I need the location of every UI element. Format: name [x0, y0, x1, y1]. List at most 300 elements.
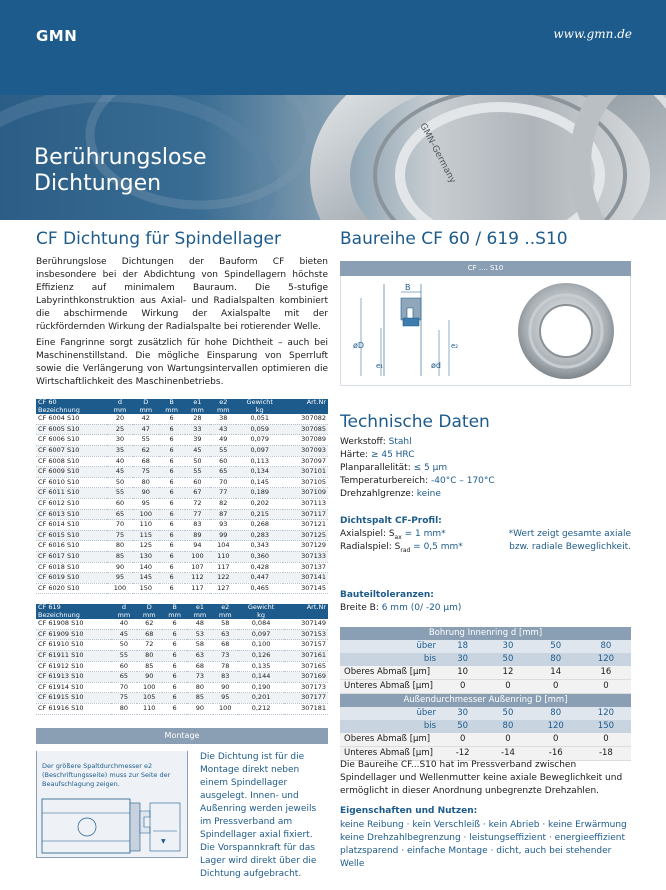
table-cell: 307121 [283, 520, 328, 531]
table-cell: 307173 [284, 682, 328, 693]
table-cell: 68 [187, 661, 212, 672]
table-cell: 6 [159, 456, 185, 467]
table-cell: 40 [111, 619, 136, 629]
column-header: B [162, 604, 187, 612]
width-label: Breite B: [340, 603, 382, 613]
table-cell: 307129 [283, 541, 328, 552]
table-cell: 90 [187, 703, 212, 714]
table-cell: 307101 [283, 467, 328, 478]
part-designation: CF 6009 S10 [36, 467, 107, 478]
table-cell: 0,144 [238, 672, 284, 683]
table-cell: 6 [159, 424, 185, 435]
table-cell: 115 [133, 530, 159, 541]
table-cell: 43 [210, 424, 236, 435]
tolerance-value: 0 [485, 733, 530, 747]
table-row [36, 693, 328, 704]
table-cell: 0,059 [236, 424, 283, 435]
part-designation: CF 6008 S10 [36, 456, 107, 467]
tolerance-value: 14 [531, 666, 581, 680]
tolerance-value: 0 [581, 733, 631, 747]
table-cell: 125 [133, 541, 159, 552]
table-row [36, 509, 328, 520]
table-cell: 307141 [283, 573, 328, 584]
tolerance-value: 30 [440, 653, 485, 666]
tolerance-label: Unteres Abmaß [µm] [340, 680, 440, 694]
column-header: B [159, 399, 185, 407]
table-cell: 6 [159, 445, 185, 456]
table-row [36, 520, 328, 531]
table-cell: 307113 [283, 498, 328, 509]
table-cell: 87 [210, 509, 236, 520]
table-row [36, 467, 328, 478]
column-header: Art.Nr [283, 399, 328, 407]
column-unit [283, 407, 328, 415]
tolerance-value: 80 [531, 707, 581, 720]
tolerance-value: 50 [485, 653, 530, 666]
table-cell: 72 [137, 640, 162, 651]
table-cell: 80 [187, 682, 212, 693]
table-cell: 0,097 [238, 629, 284, 640]
part-designation: CF 61911 S10 [36, 650, 111, 661]
column-header: Gewicht [238, 604, 284, 612]
column-unit: mm [210, 407, 236, 415]
table-cell: 0,189 [236, 488, 283, 499]
table-cell: 307153 [284, 629, 328, 640]
tech-spec-value: keine [416, 489, 441, 499]
tech-heading: Technische Daten [340, 412, 490, 432]
table-cell: 0,268 [236, 520, 283, 531]
tolerance-value: 0 [531, 733, 581, 747]
table-cell: 307133 [283, 551, 328, 562]
part-designation: CF 6016 S10 [36, 541, 107, 552]
tolerance-value: 0 [440, 733, 485, 747]
table-row [36, 435, 328, 446]
part-designation: CF 6012 S10 [36, 498, 107, 509]
play-note: *Wert zeigt gesamte axiale bzw. radiale Beweglichkeit. [508, 529, 631, 552]
tolerance-table [340, 627, 631, 761]
tech-spec-line [340, 437, 412, 447]
part-designation: CF 6015 S10 [36, 530, 107, 541]
table-cell: 68 [213, 640, 238, 651]
table-cell: 85 [137, 661, 162, 672]
column-unit: mm [137, 612, 162, 620]
label-b: B [405, 283, 411, 292]
table-row [36, 573, 328, 584]
table-cell: 307105 [283, 477, 328, 488]
table-row [36, 650, 328, 661]
table-cell: 60 [107, 498, 133, 509]
table-cell: 55 [107, 488, 133, 499]
column-header: e2 [213, 604, 238, 612]
label-e1: e₁ [376, 362, 384, 370]
table-cell: 0,051 [236, 414, 283, 424]
tolerance-value: 120 [531, 720, 581, 733]
intro-paragraph-1: Berührungslose Dichtungen der Bauform CF bieten insbesondere bei der Abdichtung von Spindellagern höchste Effizienz auf minimalem Bauraum. Die 5-stufige Labyrinthkonstruktion aus Axial- und Radialspalten kombiniert die abschirmende Wirkung der Axialspalte mit der rückfördernden Wirkung der Radialspalte bei rotierender Welle. [36, 257, 328, 333]
hero-title [34, 145, 207, 197]
bottom-paragraph: Die Baureihe CF...S10 hat im Pressverband zwischen Spindellager und Wellenmutter keine axiale Beweglichkeit und ermöglicht in dieser Anordnung unbegrenzte Drehzahlen. [340, 760, 623, 797]
table-cell: 307109 [283, 488, 328, 499]
tech-spec-value: Stahl [388, 437, 412, 447]
table-cell: 70 [111, 682, 136, 693]
table-cell: 307161 [284, 650, 328, 661]
table-cell: 122 [210, 573, 236, 584]
table-cell: 307157 [284, 640, 328, 651]
table-cell: 0,215 [236, 509, 283, 520]
table-cell: 50 [111, 640, 136, 651]
column-unit: kg [238, 612, 284, 620]
tech-spec-line [340, 450, 415, 460]
hero-engraving: GMN-Germany [417, 121, 458, 186]
tech-spec-label: Planparallelität: [340, 463, 414, 473]
table-row [36, 414, 328, 424]
tolerance-value: 0 [485, 680, 530, 694]
part-designation: CF 6018 S10 [36, 562, 107, 573]
table-cell: 0,097 [236, 445, 283, 456]
table-cell: 0,190 [238, 682, 284, 693]
table-cell: 58 [213, 619, 238, 629]
cf60-table [36, 399, 328, 594]
seal-diagram [340, 276, 631, 386]
tolerance-value: 80 [485, 720, 530, 733]
tolerance-value: 50 [531, 640, 581, 653]
outer-oberes-row [340, 733, 631, 747]
tech-spec-line [340, 463, 447, 473]
table-cell: 307137 [283, 562, 328, 573]
tolerance-value: 50 [485, 707, 530, 720]
table-cell: 38 [210, 414, 236, 424]
radial-sub: rad [400, 546, 411, 554]
table-row [36, 619, 328, 629]
tolerance-heading: Bauteiltoleranzen: [340, 590, 434, 600]
table-cell: 90 [133, 488, 159, 499]
tolerance-value: 80 [531, 653, 581, 666]
label-id: ød [431, 361, 441, 370]
table-cell: 48 [187, 619, 212, 629]
table-cell: 55 [133, 435, 159, 446]
table-cell: 62 [133, 445, 159, 456]
table-cell: 55 [111, 650, 136, 661]
tolerance-value: 120 [581, 653, 631, 666]
part-designation: CF 6011 S10 [36, 488, 107, 499]
table-cell: 75 [111, 693, 136, 704]
table-cell: 0,113 [236, 456, 283, 467]
part-designation: CF 61910 S10 [36, 640, 111, 651]
table-cell: 73 [213, 650, 238, 661]
table-cell: 78 [213, 661, 238, 672]
tech-spec-line [340, 489, 441, 499]
table-row [36, 562, 328, 573]
table-cell: 0,135 [238, 661, 284, 672]
column-header: D [133, 399, 159, 407]
table-cell: 6 [159, 551, 185, 562]
tech-spec-label: Drehzahlgrenze: [340, 489, 417, 499]
tolerance-value: -18 [581, 747, 631, 761]
table-cell: 145 [133, 573, 159, 584]
outer-bis-row [340, 720, 631, 733]
table-cell: 307082 [283, 414, 328, 424]
table-cell: 95 [213, 693, 238, 704]
diagram-heading: CF .... S10 [340, 261, 631, 276]
table-cell: 307085 [283, 424, 328, 435]
table-cell: 20 [107, 414, 133, 424]
props-list: keine Reibung · kein Verschleiß · kein Abrieb · keine Erwärmung keine Drehzahlbegrenzung · leistungseffizient · energieeffizient platzsparend · einfache Montage · dicht, auch bei stehender Welle [340, 820, 627, 870]
table-cell: 100 [137, 682, 162, 693]
part-designation: CF 6013 S10 [36, 509, 107, 520]
radial-play [340, 542, 463, 554]
tolerance-value: 16 [581, 666, 631, 680]
table-cell: 25 [107, 424, 133, 435]
table-cell: 140 [133, 562, 159, 573]
table-cell: 6 [159, 509, 185, 520]
table-cell: 60 [210, 456, 236, 467]
tech-spec-label: Härte: [340, 450, 371, 460]
column-unit: mm [185, 407, 211, 415]
table-cell: 6 [159, 583, 185, 594]
header-bar [0, 0, 666, 95]
table-cell: 6 [159, 573, 185, 584]
table-cell: 89 [185, 530, 211, 541]
table-cell: 50 [185, 456, 211, 467]
table-cell: 0,283 [236, 530, 283, 541]
table-row [36, 541, 328, 552]
part-designation: CF 6014 S10 [36, 520, 107, 531]
table-cell: 45 [185, 445, 211, 456]
width-value: 6 mm (0/ -20 µm) [381, 603, 462, 613]
tolerance-section-head: Außendurchmesser Außenring D [mm] [340, 694, 631, 708]
inner-bis-row [340, 653, 631, 666]
table-cell: 90 [137, 672, 162, 683]
table-cell: 53 [187, 629, 212, 640]
table-cell: 0,465 [236, 583, 283, 594]
table-cell: 85 [187, 693, 212, 704]
tech-spec-line [340, 476, 495, 486]
column-header: e2 [210, 399, 236, 407]
table-cell: 6 [159, 498, 185, 509]
table-cell: 55 [185, 467, 211, 478]
table-cell: 110 [210, 551, 236, 562]
table-cell: 6 [162, 661, 187, 672]
montage-drawing [37, 751, 187, 858]
table-cell: 307125 [283, 530, 328, 541]
table-cell: 83 [213, 672, 238, 683]
table-cell: 6 [162, 650, 187, 661]
table-cell: 83 [185, 520, 211, 531]
table-cell: 63 [213, 629, 238, 640]
table-row [36, 640, 328, 651]
table-cell: 0,360 [236, 551, 283, 562]
table-cell: 70 [210, 477, 236, 488]
part-designation: CF 6006 S10 [36, 435, 107, 446]
left-heading: CF Dichtung für Spindellager [36, 229, 281, 249]
table-cell: 68 [137, 629, 162, 640]
tech-spec-label: Temperaturbereich: [340, 476, 432, 486]
table-cell: 104 [210, 541, 236, 552]
hero-title-line1: Berührungslose [34, 145, 207, 170]
tech-spec-value: ≤ 5 µm [413, 463, 448, 473]
montage-text: Die Dichtung ist für die Montage direkt neben einem Spindellager ausgelegt. Innen- und Außenring werden jeweils im Pressverband am Spindellager axial fixiert. Die Vorspannkraft für das Lager wird direkt über die Dichtung aufgebracht. [200, 752, 317, 879]
part-designation: CF 6004 S10 [36, 414, 107, 424]
table-cell: 6 [159, 467, 185, 478]
table-cell: 6 [159, 520, 185, 531]
tolerance-label: bis [340, 720, 440, 733]
table-cell: 73 [187, 672, 212, 683]
inner-oberes-row [340, 666, 631, 680]
table-row [36, 682, 328, 693]
tolerance-value: 30 [440, 707, 485, 720]
table-cell: 60 [111, 661, 136, 672]
width-tolerance [340, 603, 461, 613]
table-cell: 58 [187, 640, 212, 651]
table-cell: 99 [210, 530, 236, 541]
tolerance-label: Unteres Abmaß [µm] [340, 747, 440, 761]
table-cell: 6 [162, 619, 187, 629]
table-row [36, 477, 328, 488]
table-row [36, 672, 328, 683]
column-unit [284, 612, 328, 620]
tech-spec-value: -40°C – 170°C [431, 476, 495, 486]
tolerance-value: 80 [581, 640, 631, 653]
table-cell: 0,079 [236, 435, 283, 446]
table-cell: 90 [213, 682, 238, 693]
montage-illustration [36, 751, 188, 858]
table-cell: 307093 [283, 445, 328, 456]
table-row [36, 488, 328, 499]
table-cell: 117 [185, 583, 211, 594]
table-cell: 35 [107, 445, 133, 456]
table-cell: 110 [137, 703, 162, 714]
column-header: Gewicht [236, 399, 283, 407]
table-cell: 6 [159, 530, 185, 541]
tolerance-value: -14 [485, 747, 530, 761]
table-cell: 0,428 [236, 562, 283, 573]
table-cell: 307149 [284, 619, 328, 629]
table-cell: 28 [185, 414, 211, 424]
column-unit: mm [162, 612, 187, 620]
outer-ueber-row [340, 707, 631, 720]
table-row [36, 456, 328, 467]
part-designation: CF 6010 S10 [36, 477, 107, 488]
tolerance-value: 0 [581, 680, 631, 694]
table-cell: 49 [210, 435, 236, 446]
table-cell: 75 [133, 467, 159, 478]
table-cell: 150 [133, 583, 159, 594]
column-header: e1 [187, 604, 212, 612]
table-row [36, 424, 328, 435]
column-header: d [107, 399, 133, 407]
table-cell: 0,134 [236, 467, 283, 478]
table-cell: 65 [111, 672, 136, 683]
part-designation: CF 61912 S10 [36, 661, 111, 672]
axial-value: = 1 mm* [401, 529, 446, 539]
part-designation: CF 6005 S10 [36, 424, 107, 435]
column-header: e1 [185, 399, 211, 407]
table-cell: 307169 [284, 672, 328, 683]
table-cell: 6 [159, 414, 185, 424]
table-cell: 100 [213, 703, 238, 714]
part-designation: CF 61915 S10 [36, 693, 111, 704]
table-cell: 307181 [284, 703, 328, 714]
table-cell: 65 [107, 509, 133, 520]
table-cell: 6 [162, 629, 187, 640]
cf619-table [36, 604, 328, 715]
table-cell: 307097 [283, 456, 328, 467]
table-cell: 94 [185, 541, 211, 552]
axial-sub: ax [394, 533, 402, 541]
table-cell: 67 [185, 488, 211, 499]
table-cell: 42 [133, 414, 159, 424]
part-designation: CF 61916 S10 [36, 703, 111, 714]
montage-heading: Montage [36, 728, 328, 744]
outer-ring-head [340, 694, 631, 708]
table-cell: 80 [133, 477, 159, 488]
tech-spec-label: Werkstoff: [340, 437, 389, 447]
table-cell: 127 [210, 583, 236, 594]
tolerance-label: über [340, 707, 440, 720]
table-cell: 63 [187, 650, 212, 661]
table-cell: 93 [210, 520, 236, 531]
tech-spec-value: ≥ 45 HRC [370, 450, 415, 460]
table-cell: 55 [210, 445, 236, 456]
tolerance-value: -16 [531, 747, 581, 761]
table-cell: 307145 [283, 583, 328, 594]
table-cell: 307177 [284, 693, 328, 704]
table-cell: 6 [162, 672, 187, 683]
table-row [36, 445, 328, 456]
tolerance-value: 0 [531, 680, 581, 694]
tolerance-value: 150 [581, 720, 631, 733]
table-row [36, 583, 328, 594]
intro-paragraph-2: Eine Fangrinne sorgt zusätzlich für hohe Dichtheit – auch bei Maschinenstillstand. Die mögliche Einsparung von Sperrluft sowie die Verlängerung von Wartungsintervallen optimieren die Wirtschaftlichkeit des Maschinenbetriebs. [36, 338, 328, 388]
part-designation: CF 61909 S10 [36, 629, 111, 640]
website-url[interactable]: www.gmn.de [553, 27, 632, 41]
table-cell: 6 [162, 703, 187, 714]
spalt-heading: Dichtspalt CF-Profil: [340, 516, 442, 526]
column-header: CF 619 [36, 604, 111, 612]
table-cell: 50 [107, 477, 133, 488]
tolerance-value: 18 [440, 640, 485, 653]
column-unit: mm [107, 407, 133, 415]
tolerance-value: -12 [440, 747, 485, 761]
table-cell: 85 [107, 551, 133, 562]
column-unit: mm [159, 407, 185, 415]
column-unit: mm [133, 407, 159, 415]
table-cell: 0,126 [238, 650, 284, 661]
column-unit: Bezeichnung [36, 612, 111, 620]
props-heading: Eigenschaften und Nutzen: [340, 806, 478, 816]
table-cell: 75 [107, 530, 133, 541]
tolerance-section-head: Bohrung Innenring d [mm] [340, 627, 631, 640]
table-cell: 77 [210, 488, 236, 499]
inner-unteres-row [340, 680, 631, 694]
table-cell: 0,212 [238, 703, 284, 714]
column-unit: kg [236, 407, 283, 415]
table-cell: 90 [107, 562, 133, 573]
table-cell: 6 [162, 693, 187, 704]
table-cell: 6 [162, 640, 187, 651]
table-cell: 80 [107, 541, 133, 552]
table-cell: 112 [185, 573, 211, 584]
table-cell: 40 [107, 456, 133, 467]
table-cell: 100 [185, 551, 211, 562]
part-designation: CF 6019 S10 [36, 573, 107, 584]
tolerance-label: Oberes Abmaß [µm] [340, 666, 440, 680]
table-row [36, 703, 328, 714]
tolerance-value: 120 [581, 707, 631, 720]
table-cell: 33 [185, 424, 211, 435]
table-cell: 80 [137, 650, 162, 661]
table-cell: 105 [137, 693, 162, 704]
label-e2: e₂ [451, 342, 459, 350]
